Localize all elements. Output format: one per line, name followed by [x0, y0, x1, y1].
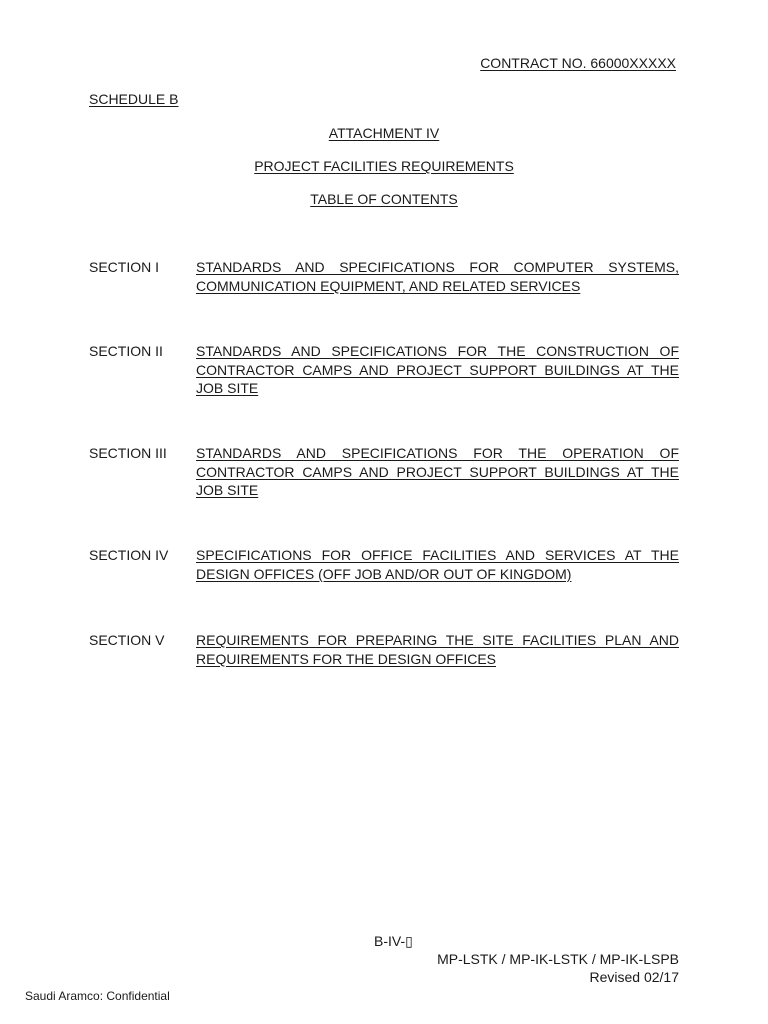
document-title-text: PROJECT FACILITIES REQUIREMENTS [254, 158, 514, 174]
toc-entry-section-2 [89, 342, 679, 398]
section-title: STANDARDS AND SPECIFICATIONS FOR COMPUTER SYSTEMS, COMMUNICATION EQUIPMENT, AND RELATED SERVICES [196, 259, 679, 294]
schedule-label: SCHEDULE B [89, 91, 179, 107]
attachment-heading [0, 125, 768, 141]
revision-date: Revised 02/17 [589, 969, 679, 985]
contract-number: CONTRACT NO. 66000XXXXX [480, 55, 676, 71]
confidentiality-notice: Saudi Aramco: Confidential [25, 989, 170, 1003]
section-label: SECTION IV [89, 547, 169, 563]
toc-entry-section-5 [89, 631, 679, 668]
section-title: REQUIREMENTS FOR PREPARING THE SITE FACILITIES PLAN AND REQUIREMENTS FOR THE DESIGN OFFICES [196, 632, 679, 667]
toc-heading [0, 191, 768, 207]
toc-entry-section-3 [89, 444, 679, 500]
section-label: SECTION III [89, 445, 167, 461]
toc-heading-text: TABLE OF CONTENTS [310, 191, 458, 207]
section-label: SECTION I [89, 259, 160, 275]
document-codes: MP-LSTK / MP-IK-LSTK / MP-IK-LSPB [437, 951, 679, 967]
toc-entry-section-1 [89, 258, 679, 295]
toc-entry-section-4 [89, 546, 679, 583]
section-title: SPECIFICATIONS FOR OFFICE FACILITIES AND SERVICES AT THE DESIGN OFFICES (OFF JOB AND/OR OUT OF KINGDOM) [196, 547, 679, 582]
section-label: SECTION V [89, 632, 165, 648]
attachment-heading-text: ATTACHMENT IV [328, 125, 440, 141]
page-number: B-IV-▯ [374, 933, 413, 949]
section-label: SECTION II [89, 343, 163, 359]
section-title: STANDARDS AND SPECIFICATIONS FOR THE OPERATION OF CONTRACTOR CAMPS AND PROJECT SUPPORT BUILDINGS AT THE JOB SITE [196, 445, 679, 498]
document-title [0, 158, 768, 174]
section-title: STANDARDS AND SPECIFICATIONS FOR THE CONSTRUCTION OF CONTRACTOR CAMPS AND PROJECT SUPPORT BUILDINGS AT THE JOB SITE [196, 343, 679, 396]
